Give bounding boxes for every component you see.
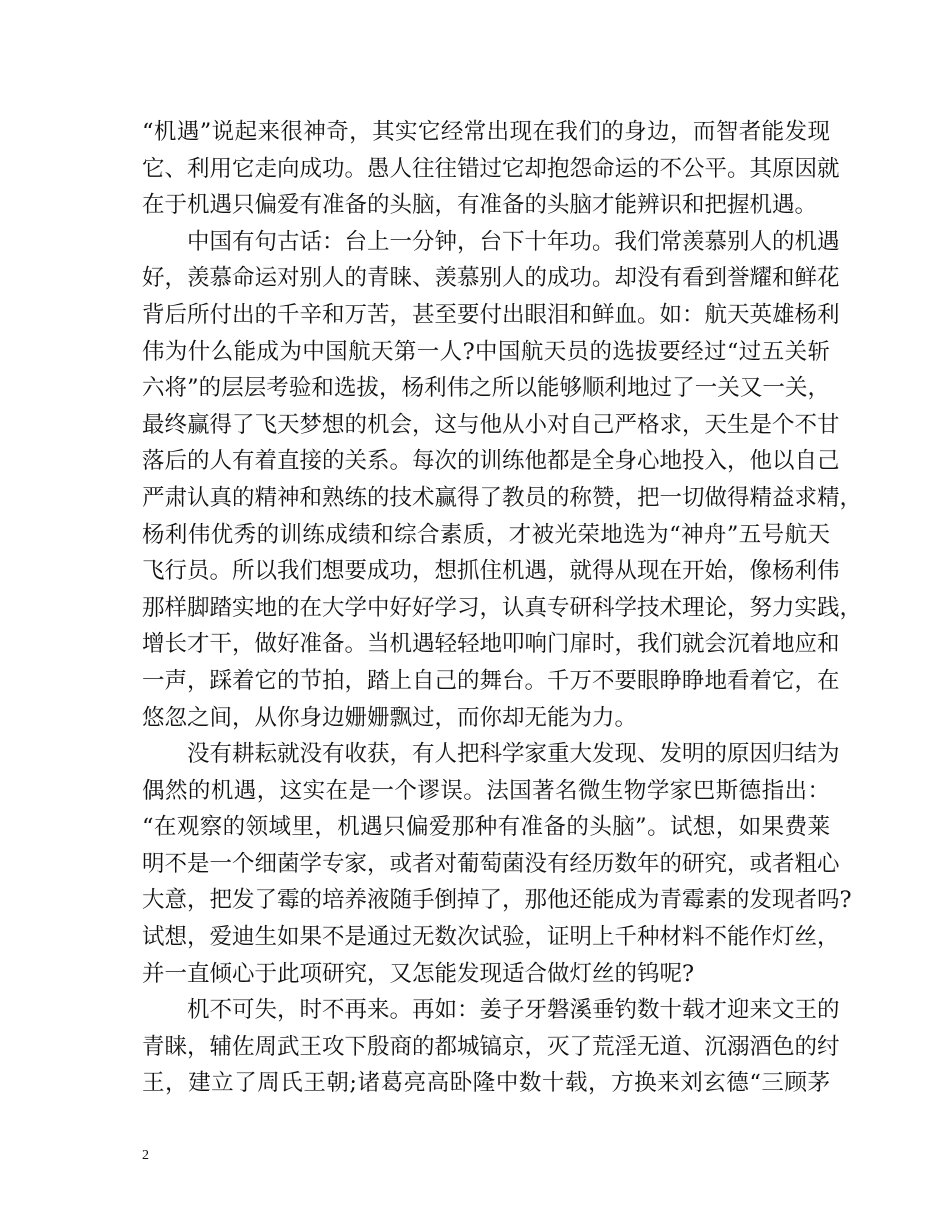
text-line: 大意，把发了霉的培养液随手倒掉了，那他还能成为青霉素的发现者吗? (142, 887, 852, 914)
text-line: 好，羡慕命运对别人的青睐、羡慕别人的成功。却没有看到誉耀和鲜花 (142, 265, 840, 292)
text-line: 背后所付出的千辛和万苦，甚至要付出眼泪和鲜血。如：航天英雄杨利 (142, 301, 840, 328)
text-line: 王，建立了周氏王朝;诸葛亮高卧隆中数十载，方换来刘玄德“三顾茅 (142, 1070, 830, 1097)
text-line: 偶然的机遇，这实在是一个谬误。法国著名微生物学家巴斯德指出： (142, 777, 830, 804)
text-line: 并一直倾心于此项研究，又怎能发现适合做灯丝的钨呢? (142, 960, 695, 987)
text-line: 六将”的层层考验和选拔，杨利伟之所以能够顺利地过了一关又一关， (142, 375, 830, 402)
text-line: 一声，踩着它的节拍，踏上自己的舞台。千万不要眼睁睁地看着它，在 (142, 667, 840, 694)
paragraph-3 (142, 736, 852, 992)
text-line: “机遇”说起来很神奇，其实它经常出现在我们的身边，而智者能发现 (142, 119, 830, 145)
text-line: 悠忽之间，从你身边姗姗飘过，而你却无能为力。 (142, 704, 638, 731)
text-line: 伟为什么能成为中国航天第一人?中国航天员的选拔要经过“过五关斩 (142, 338, 830, 365)
text-line: 最终赢得了飞天梦想的机会，这与他从小对自己严格求，天生是个不甘 (142, 411, 840, 438)
text-line: 中国有句古话：台上一分钟，台下十年功。我们常羡慕别人的机遇 (187, 228, 840, 255)
paragraph-1 (142, 114, 840, 224)
document-body (142, 114, 863, 1102)
text-line: 试想，爱迪生如果不是通过无数次试验，证明上千种材料不能作灯丝， (142, 924, 840, 951)
paragraph-2 (142, 224, 863, 736)
text-line: 增长才干，做好准备。当机遇轻轻地叩响门扉时，我们就会沉着地应和 (142, 631, 840, 658)
text-line: 机不可失，时不再来。再如：姜子牙磐溪垂钓数十载才迎来文王的 (187, 997, 840, 1024)
text-line: 它、利用它走向成功。愚人往往错过它却抱怨命运的不公平。其原因就 (142, 155, 840, 182)
text-line: “在观察的领域里，机遇只偏爱那种有准备的头脑”。试想，如果费莱 (142, 814, 830, 841)
text-line: 那样脚踏实地的在大学中好好学习，认真专研科学技术理论，努力实践， (142, 594, 863, 621)
text-line: 在于机遇只偏爱有准备的头脑，有准备的头脑才能辨识和把握机遇。 (142, 192, 818, 219)
text-line: 青睐，辅佐周武王攻下殷商的都城镐京，灭了荒淫无道、沉溺酒色的纣 (142, 1033, 840, 1060)
text-line: 没有耕耘就没有收获，有人把科学家重大发现、发明的原因归结为 (187, 741, 840, 768)
page-number: 2 (142, 1148, 149, 1163)
text-line: 落后的人有着直接的关系。每次的训练他都是全身心地投入，他以自己 (142, 448, 840, 475)
paragraph-4 (142, 992, 840, 1102)
text-line: 杨利伟优秀的训练成绩和综合素质，才被光荣地选为“神舟”五号航天 (142, 521, 830, 548)
text-line: 严肃认真的精神和熟练的技术赢得了教员的称赞，把一切做得精益求精， (142, 484, 863, 511)
text-line: 明不是一个细菌学专家，或者对葡萄菌没有经历数年的研究，或者粗心 (142, 850, 840, 877)
text-line: 飞行员。所以我们想要成功，想抓住机遇，就得从现在开始，像杨利伟 (142, 558, 840, 585)
